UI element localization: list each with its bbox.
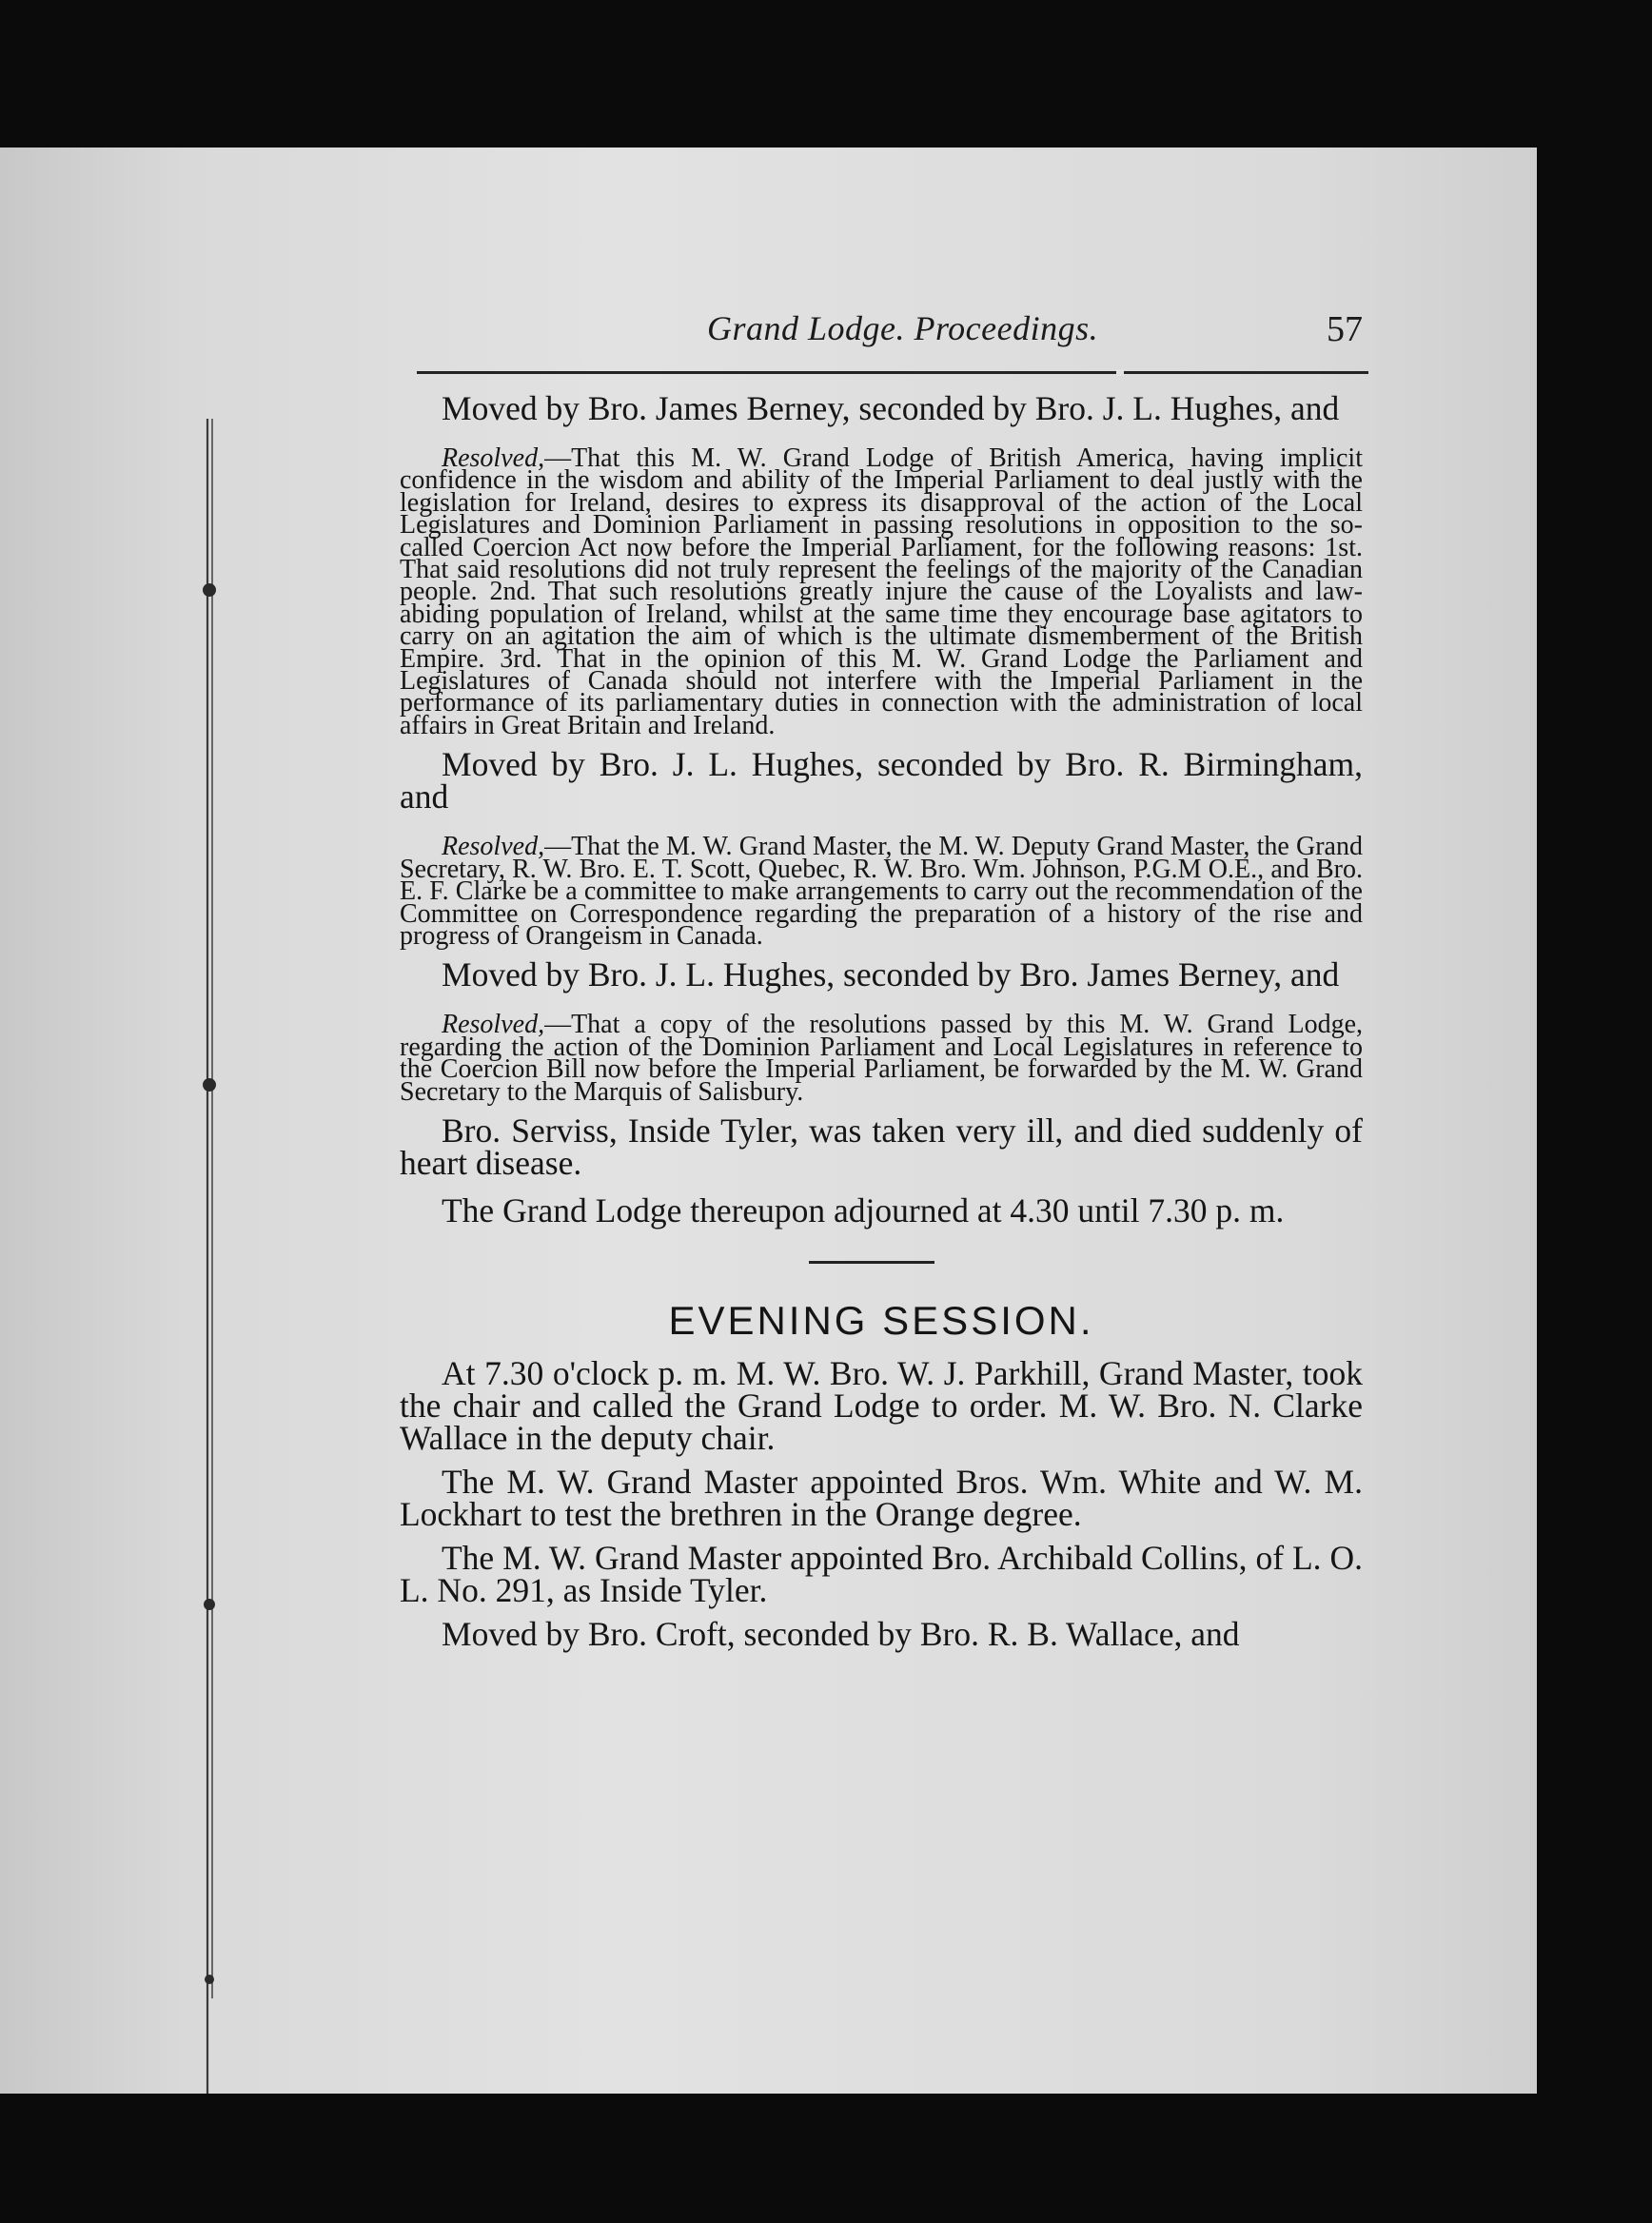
- binding-thread: [202, 419, 217, 2094]
- page-number: 57: [1327, 309, 1363, 349]
- minute-paragraph: The Grand Lodge thereupon adjourned at 4.30 until 7.30 p. m.: [442, 1190, 1285, 1230]
- minute-paragraph: At 7.30 o'clock p. m. M. W. Bro. W. J. Parkhill, Grand Master, took the chair and called the Grand Lodge to order. M. W. Bro. N. Clarke Wallace in the deputy chair.: [400, 1353, 1363, 1457]
- motion-paragraph: Moved by Bro. J. L. Hughes, seconded by Bro. R. Birmingham, and: [400, 745, 1363, 816]
- resolved-lead: Resolved,: [442, 443, 545, 473]
- motion-paragraph: Moved by Bro. J. L. Hughes, seconded by Bro. James Berney, and: [442, 955, 1340, 994]
- running-header: [417, 303, 1368, 362]
- resolution-paragraph: Resolved,—That a copy of the resolutions passed by this M. W. Grand Lodge, regarding the action of the Dominion Parliament and Local Legislatures in reference to the Coercion Bill now before the Imperial Parliament, be forwarded by the M. W. Grand Secretary to the Marquis of Salisbury.: [400, 1010, 1363, 1107]
- section-divider: [809, 1261, 934, 1264]
- resolution-paragraph: Resolved,—That this M. W. Grand Lodge of British America, having implicit confidence in the wisdom and ability of the Imperial Parliament to deal justly with the legislation for Ireland, desires to express its disapproval of the action of the Local Legislatures and Dominion Parliament in passing resolutions in opposition to the so-called Coercion Act now before the Imperial Parliament, for the following reasons: 1st. That said resolutions did not truly represent the feelings of the majority of the Canadian people. 2nd. That such resolutions greatly injure the cause of the Loyalists and law-abiding population of Ireland, whilst at the same time they encourage base agitators to carry on an agitation the aim of which is the ultimate dismemberment of the British Empire. 3rd. That in the opinion of this M. W. Grand Lodge the Parliament and Legislatures of Canada should not interfere with the Imperial Parliament in the performance of its parliamentary duties in connection with the administration of local affairs in Great Britain and Ireland.: [400, 443, 1363, 740]
- motion-paragraph: Moved by Bro. Croft, seconded by Bro. R. B. Wallace, and: [442, 1614, 1240, 1653]
- resolved-lead: Resolved,: [442, 1010, 545, 1040]
- minute-paragraph: The M. W. Grand Master appointed Bro. Archibald Collins, of L. O. L. No. 291, as Inside Tyler.: [400, 1538, 1363, 1609]
- motion-paragraph: Moved by Bro. James Berney, seconded by Bro. J. L. Hughes, and: [442, 389, 1340, 427]
- minute-paragraph: The M. W. Grand Master appointed Bros. Wm. White and W. M. Lockhart to test the brethren in the Orange degree.: [400, 1462, 1363, 1533]
- page-body: [400, 389, 1363, 1653]
- running-title: Grand Lodge. Proceedings.: [707, 309, 1099, 347]
- resolved-lead: Resolved,: [442, 832, 545, 862]
- section-heading: EVENING SESSION.: [668, 1297, 1094, 1343]
- header-rule: [417, 371, 1368, 374]
- resolution-paragraph: Resolved,—That the M. W. Grand Master, the M. W. Deputy Grand Master, the Grand Secretary, R. W. Bro. E. T. Scott, Quebec, R. W. Bro. Wm. Johnson, P.G.M O.E., and Bro. E. F. Clarke be a committee to make arrangements to carry out the recommendation of the Committee on Correspondence regarding the preparation of a history of the rise and progress of Orangeism in Canada.: [400, 832, 1363, 951]
- minute-paragraph: Bro. Serviss, Inside Tyler, was taken very ill, and died suddenly of heart disease.: [400, 1111, 1363, 1182]
